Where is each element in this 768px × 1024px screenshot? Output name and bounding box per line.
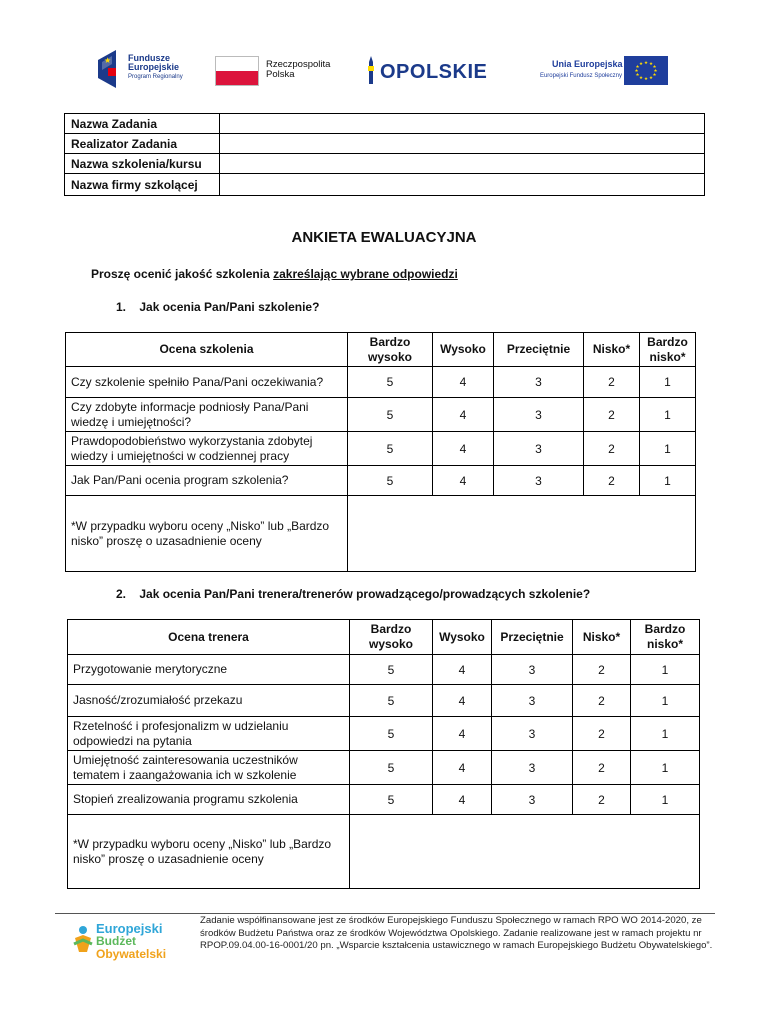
- question-cell: Stopień zrealizowania programu szkolenia: [68, 785, 350, 815]
- rating-option[interactable]: 5: [350, 785, 433, 815]
- rating-option[interactable]: 2: [573, 785, 631, 815]
- col-header: Wysoko: [433, 333, 494, 367]
- rating-option[interactable]: 2: [584, 432, 640, 466]
- rating-option[interactable]: 3: [494, 432, 584, 466]
- rating-option[interactable]: 1: [631, 655, 700, 685]
- question-cell: Rzetelność i profesjonalizm w udzielaniu odpowiedzi na pytania: [68, 717, 350, 751]
- info-value-field[interactable]: [220, 134, 705, 154]
- question-cell: Jasność/zrozumiałość przekazu: [68, 685, 350, 717]
- info-value-field[interactable]: [220, 114, 705, 134]
- instruction: [91, 267, 458, 281]
- svg-text:★: ★: [638, 62, 644, 67]
- instruction-underlined: zakreślając wybrane odpowiedzi: [273, 267, 458, 281]
- justification-field[interactable]: [350, 815, 700, 889]
- rating-option[interactable]: 4: [433, 655, 492, 685]
- fe-line3: Program Regionalny: [128, 74, 183, 80]
- rating-option[interactable]: 5: [348, 367, 433, 398]
- svg-text:★: ★: [643, 61, 649, 66]
- rp-line1: Rzeczpospolita: [266, 59, 331, 70]
- table-row: [68, 717, 700, 751]
- svg-text:★: ★: [638, 76, 644, 81]
- col-header: Nisko*: [573, 620, 631, 655]
- table-row: [68, 751, 700, 785]
- rating-option[interactable]: 3: [492, 717, 573, 751]
- svg-text:★: ★: [648, 62, 654, 67]
- table-row: [68, 685, 700, 717]
- table-row: [68, 785, 700, 815]
- svg-text:★: ★: [635, 73, 640, 78]
- rating-option[interactable]: 2: [573, 751, 631, 785]
- justification-row: [68, 815, 700, 889]
- table-row: [65, 174, 705, 196]
- rating-option[interactable]: 1: [640, 367, 696, 398]
- col-header: Przeciętnie: [492, 620, 573, 655]
- rating-option[interactable]: 4: [433, 466, 494, 496]
- col-header: Przeciętnie: [494, 333, 584, 367]
- rating-option[interactable]: 2: [584, 466, 640, 496]
- question-cell: Przygotowanie merytoryczne: [68, 655, 350, 685]
- europejski-budzet-obywatelski-logo: [70, 920, 185, 968]
- svg-text:★: ★: [104, 56, 112, 65]
- rating-option[interactable]: 5: [350, 655, 433, 685]
- ue-line2: Europejski Fundusz Społeczny: [539, 73, 622, 79]
- rating-option[interactable]: 2: [584, 367, 640, 398]
- training-rating-table: [65, 332, 696, 572]
- svg-text:★: ★: [635, 65, 640, 70]
- logo-strip: [90, 44, 676, 96]
- rating-option[interactable]: 5: [348, 432, 433, 466]
- table-header-row: [68, 620, 700, 655]
- svg-text:★: ★: [652, 65, 657, 70]
- rating-option[interactable]: 4: [433, 432, 494, 466]
- svg-text:★: ★: [634, 69, 639, 74]
- justification-note: *W przypadku wyboru oceny „Nisko” lub „Bardzo nisko” proszę o uzasadnienie oceny: [68, 815, 350, 889]
- svg-text:★: ★: [653, 69, 658, 74]
- question-cell: Czy szkolenie spełniło Pana/Pani oczekiwania?: [66, 367, 348, 398]
- eb-line2: Budżet: [96, 934, 136, 948]
- info-label: Nazwa szkolenia/kursu: [65, 154, 220, 174]
- rating-option[interactable]: 1: [631, 685, 700, 717]
- fe-line1: Fundusze: [128, 53, 170, 63]
- col-header: Bardzo nisko*: [640, 333, 696, 367]
- justification-row: [66, 496, 696, 572]
- col-header: Wysoko: [433, 620, 492, 655]
- svg-text:★: ★: [652, 73, 657, 78]
- col-header: Bardzo wysoko: [348, 333, 433, 367]
- svg-text:★: ★: [648, 76, 654, 81]
- rating-option[interactable]: 3: [494, 466, 584, 496]
- question-cell: Umiejętność zainteresowania uczestników tematem i zaangażowania ich w szkolenie: [68, 751, 350, 785]
- fundusze-europejskie-logo-icon: [98, 50, 126, 88]
- svg-text:★: ★: [643, 77, 649, 82]
- info-value-field[interactable]: [220, 154, 705, 174]
- polish-flag-icon: [215, 56, 259, 86]
- opolskie-wordmark: OPOLSKIE: [380, 61, 488, 83]
- rating-option[interactable]: 3: [494, 398, 584, 432]
- rating-option[interactable]: 3: [492, 751, 573, 785]
- section1-heading: 1. Jak ocenia Pan/Pani szkolenie?: [116, 300, 320, 314]
- table-row: [66, 398, 696, 432]
- fe-line2: Europejskie: [128, 62, 180, 72]
- rating-option[interactable]: 3: [494, 367, 584, 398]
- rating-option[interactable]: 4: [433, 398, 494, 432]
- eu-flag-icon: [624, 56, 668, 85]
- info-label: Nazwa firmy szkolącej: [65, 174, 220, 196]
- question-cell: Prawdopodobieństwo wykorzystania zdobytej wiedzy i umiejętności w codziennej pracy: [66, 432, 348, 466]
- question-cell: Jak Pan/Pani ocenia program szkolenia?: [66, 466, 348, 496]
- rating-option[interactable]: 2: [573, 655, 631, 685]
- rating-option[interactable]: 2: [584, 398, 640, 432]
- footer-funding-text: Zadanie współfinansowane jest ze środków Europejskiego Funduszu Społecznego w ramach RPO WO 2014-2020, ze środków Budżetu Państwa oraz ze środków Województwa Opolskiego. Zadanie realizowane jest w ramach projektu nr RPOP.09.04.00-16-0001/20 pn. „Wsparcie kształcenia ustawicznego w ramach Europejskiego Budżetu Obywatelskiego”.: [200, 915, 713, 951]
- rating-option[interactable]: 4: [433, 685, 492, 717]
- rating-option[interactable]: 1: [640, 398, 696, 432]
- footer-divider: [55, 913, 715, 914]
- table-row: [65, 114, 705, 134]
- col-header: Ocena szkolenia: [66, 333, 348, 367]
- eb-line1: Europejski: [96, 921, 163, 936]
- justification-note: *W przypadku wyboru oceny „Nisko” lub „Bardzo nisko” proszę o uzasadnienie oceny: [66, 496, 348, 572]
- col-header: Nisko*: [584, 333, 640, 367]
- rating-option[interactable]: 3: [492, 685, 573, 717]
- rating-option[interactable]: 5: [350, 717, 433, 751]
- table-row: [66, 367, 696, 398]
- col-header: Ocena trenera: [68, 620, 350, 655]
- rating-option[interactable]: 5: [348, 398, 433, 432]
- col-header: Bardzo nisko*: [631, 620, 700, 655]
- table-row: [66, 432, 696, 466]
- budget-person-icon: [72, 924, 94, 954]
- rating-option[interactable]: 5: [350, 751, 433, 785]
- col-header: Bardzo wysoko: [350, 620, 433, 655]
- rating-option[interactable]: 1: [640, 466, 696, 496]
- rating-option[interactable]: 2: [573, 717, 631, 751]
- rating-option[interactable]: 2: [573, 685, 631, 717]
- opolskie-tower-icon: [365, 56, 377, 86]
- rating-option[interactable]: 1: [631, 785, 700, 815]
- rating-option[interactable]: 5: [350, 685, 433, 717]
- rating-option[interactable]: 4: [433, 751, 492, 785]
- table-row: [66, 466, 696, 496]
- rating-option[interactable]: 3: [492, 785, 573, 815]
- info-label: Nazwa Zadania: [65, 114, 220, 134]
- justification-field[interactable]: [348, 496, 696, 572]
- section2-heading: 2. Jak ocenia Pan/Pani trenera/trenerów prowadzącego/prowadzących szkolenie?: [116, 587, 591, 601]
- table-row: [68, 655, 700, 685]
- instruction-text: Proszę ocenić jakość szkolenia: [91, 267, 274, 281]
- rating-option[interactable]: 3: [492, 655, 573, 685]
- task-info-table: [64, 113, 705, 196]
- rating-option[interactable]: 4: [433, 785, 492, 815]
- page-title: ANKIETA EWALUACYJNA: [291, 229, 477, 246]
- trainer-rating-table: [67, 619, 700, 889]
- rating-option[interactable]: 1: [631, 717, 700, 751]
- eb-line3: Obywatelski: [96, 947, 167, 961]
- rating-option[interactable]: 1: [631, 751, 700, 785]
- rating-option[interactable]: 4: [433, 717, 492, 751]
- rating-option[interactable]: 4: [433, 367, 494, 398]
- table-row: [65, 154, 705, 174]
- rating-option[interactable]: 1: [640, 432, 696, 466]
- question-cell: Czy zdobyte informacje podniosły Pana/Pani wiedzę i umiejętności?: [66, 398, 348, 432]
- info-label: Realizator Zadania: [65, 134, 220, 154]
- table-header-row: [66, 333, 696, 367]
- table-row: [65, 134, 705, 154]
- rating-option[interactable]: 5: [348, 466, 433, 496]
- rp-line2: Polska: [266, 69, 295, 80]
- info-value-field[interactable]: [220, 174, 705, 196]
- ue-line1: Unia Europejska: [552, 59, 623, 69]
